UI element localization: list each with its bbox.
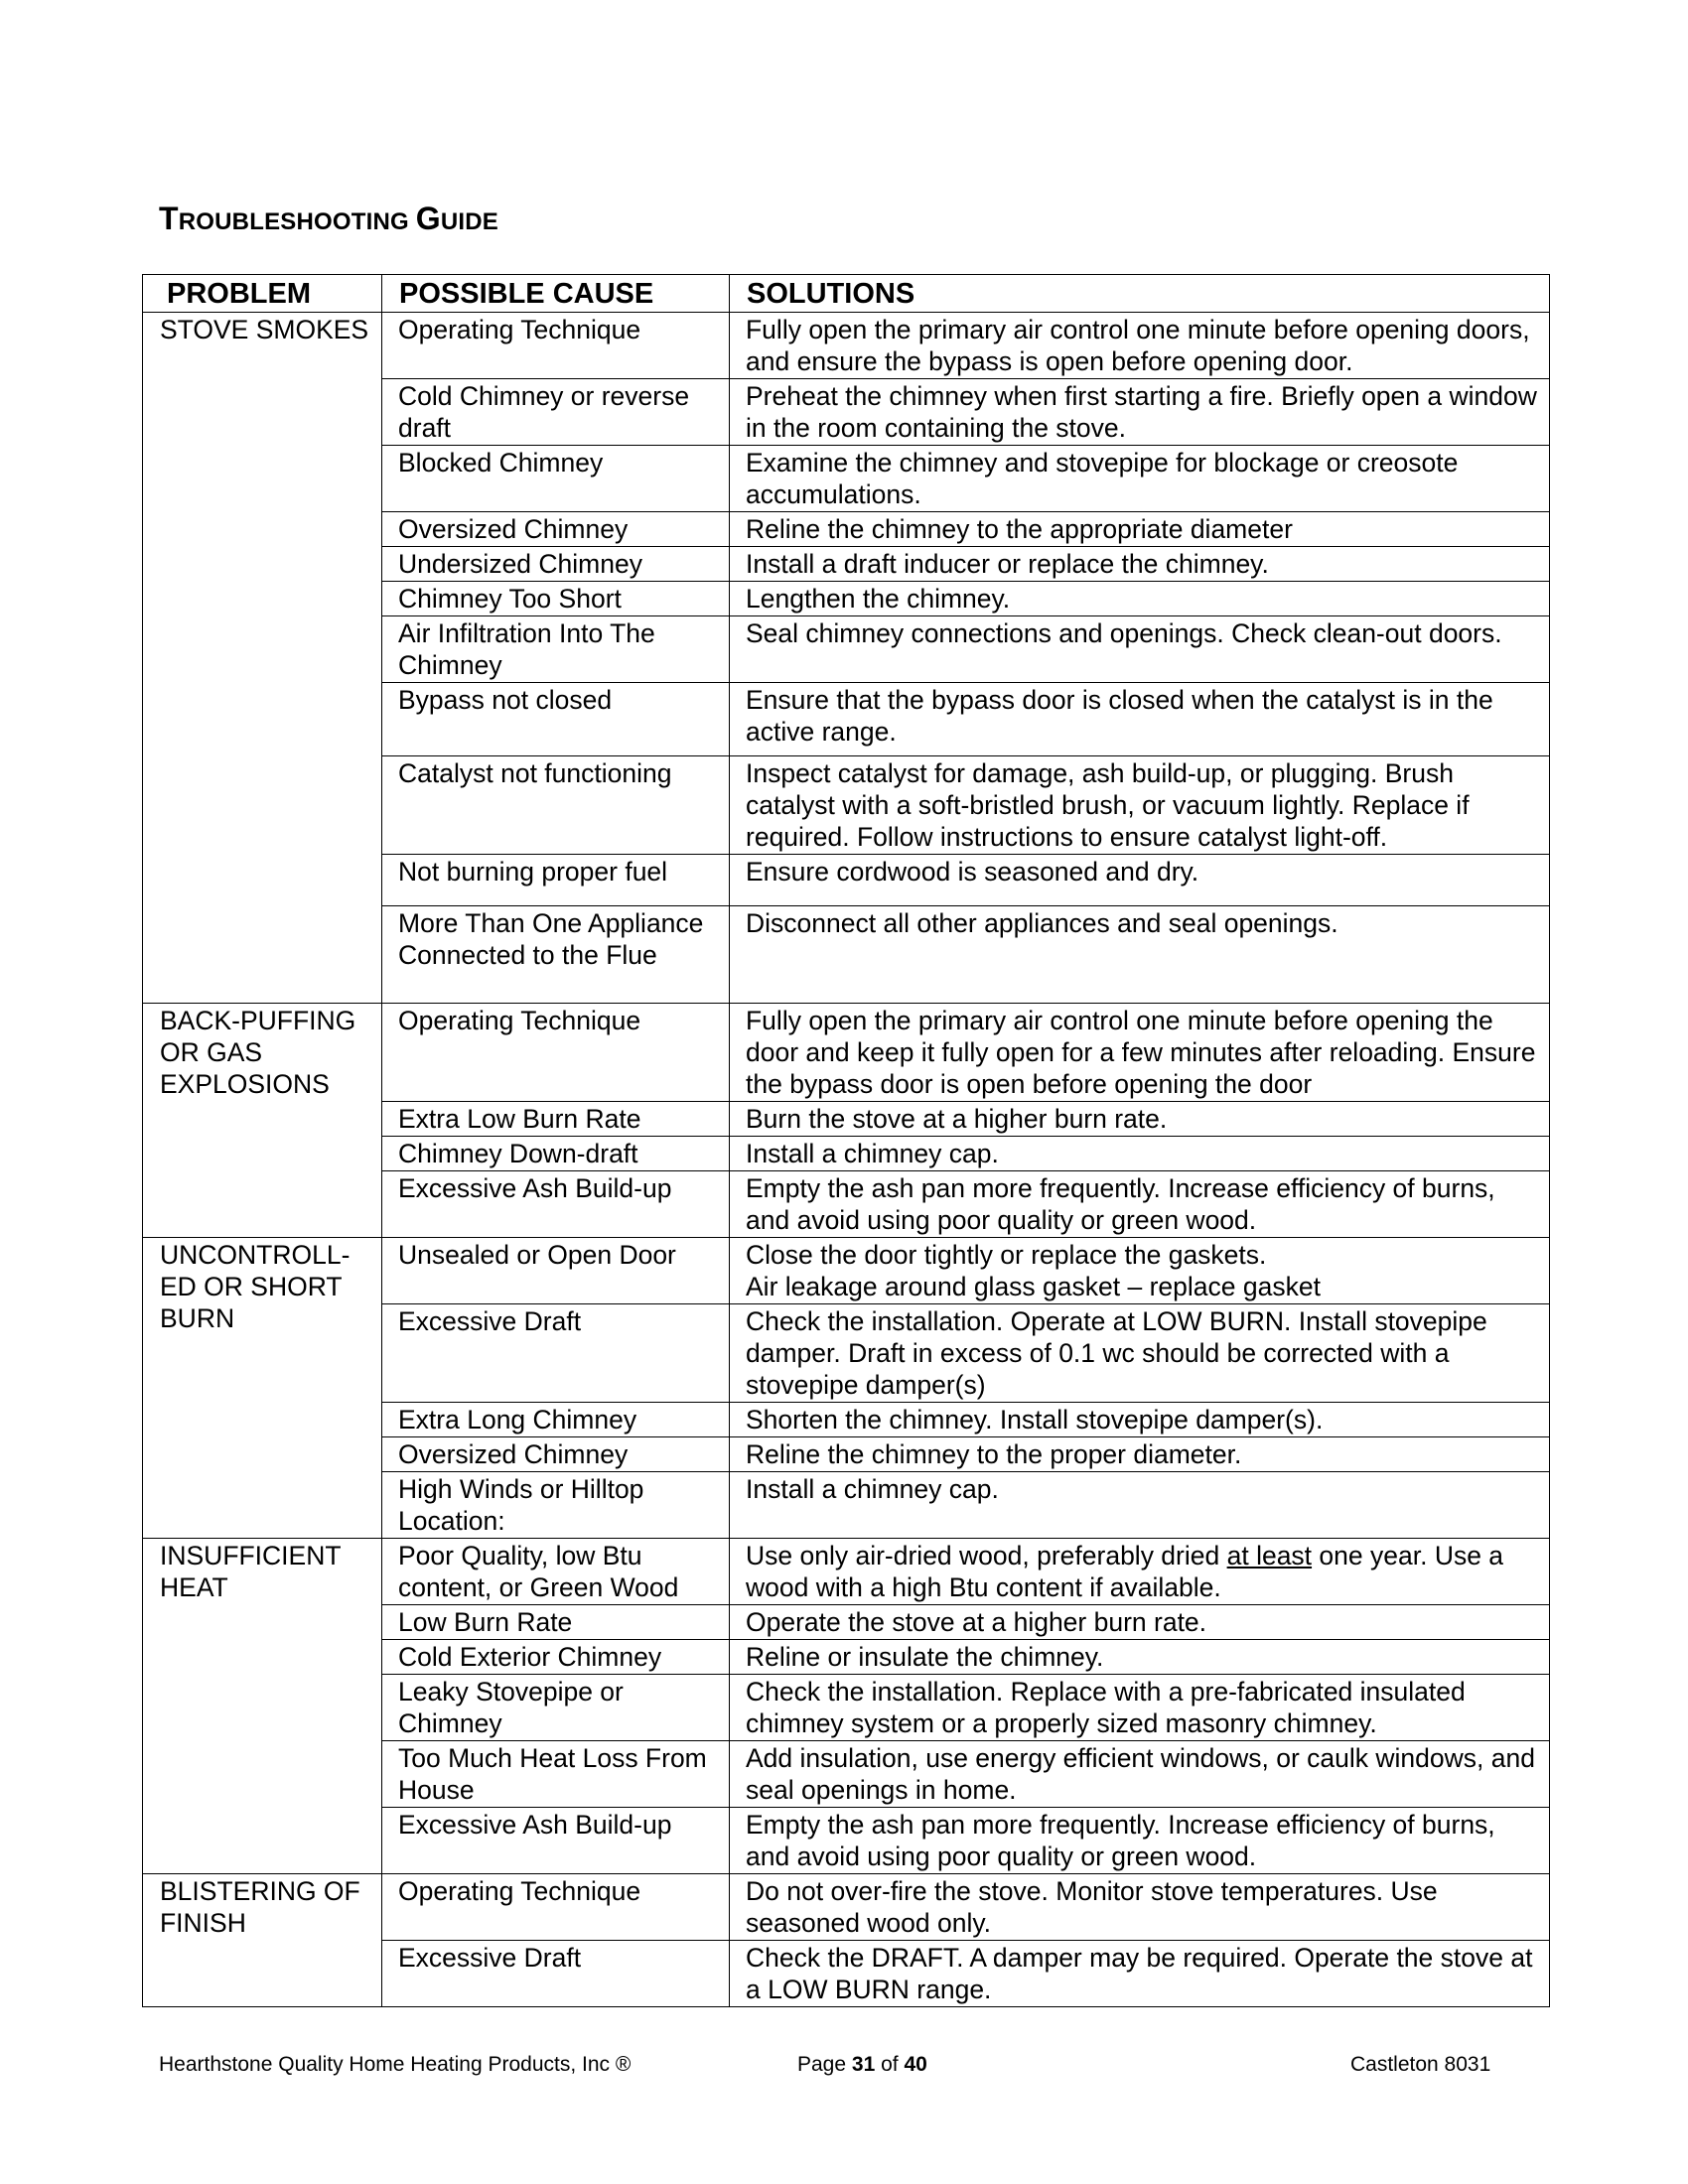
cause-cell: Extra Long Chimney: [382, 1403, 730, 1437]
solution-cell: Preheat the chimney when first starting a fire. Briefly open a window in the room containing the stove.: [730, 379, 1550, 446]
cause-cell: Not burning proper fuel: [382, 855, 730, 906]
header-possible-cause: POSSIBLE CAUSE: [382, 275, 730, 313]
cause-cell: Low Burn Rate: [382, 1605, 730, 1640]
cause-cell: Operating Technique: [382, 313, 730, 379]
solution-cell: Install a chimney cap.: [730, 1472, 1550, 1539]
solution-cell: Fully open the primary air control one minute before opening the door and keep it fully open for a few minutes after reloading. Ensure the bypass door is open before opening the door: [730, 1004, 1550, 1102]
cause-cell: Cold Exterior Chimney: [382, 1640, 730, 1675]
solution-cell: Empty the ash pan more frequently. Increase efficiency of burns, and avoid using poor quality or green wood.: [730, 1171, 1550, 1238]
footer-model: Castleton 8031: [1350, 2053, 1491, 2076]
problem-cell: STOVE SMOKES: [143, 313, 382, 1004]
cause-cell: Undersized Chimney: [382, 547, 730, 582]
page-title: TROUBLESHOOTING GUIDE: [159, 201, 498, 236]
troubleshooting-table: [142, 274, 1550, 2007]
solution-cell: Lengthen the chimney.: [730, 582, 1550, 616]
solution-cell: Disconnect all other appliances and seal openings.: [730, 906, 1550, 1004]
problem-cell: INSUFFICIENT HEAT: [143, 1539, 382, 1874]
solution-cell: Reline the chimney to the proper diameter.: [730, 1437, 1550, 1472]
cause-cell: Excessive Ash Build-up: [382, 1808, 730, 1874]
problem-cell: UNCONTROLL-ED OR SHORT BURN: [143, 1238, 382, 1539]
cause-cell: High Winds or Hilltop Location:: [382, 1472, 730, 1539]
solution-cell: Fully open the primary air control one minute before opening doors, and ensure the bypass is open before opening door.: [730, 313, 1550, 379]
solution-cell: Install a draft inducer or replace the chimney.: [730, 547, 1550, 582]
solution-cell: Ensure that the bypass door is closed when the catalyst is in the active range.: [730, 683, 1550, 756]
solution-cell: Do not over-fire the stove. Monitor stove temperatures. Use seasoned wood only.: [730, 1874, 1550, 1941]
cause-cell: Leaky Stovepipe or Chimney: [382, 1675, 730, 1741]
header-solutions: SOLUTIONS: [730, 275, 1550, 313]
cause-cell: Too Much Heat Loss From House: [382, 1741, 730, 1808]
solution-cell: Reline the chimney to the appropriate diameter: [730, 512, 1550, 547]
solution-cell: Inspect catalyst for damage, ash build-up, or plugging. Brush catalyst with a soft-bristled brush, or vacuum lightly. Replace if required. Follow instructions to ensure catalyst light-off.: [730, 756, 1550, 855]
solution-cell: Ensure cordwood is seasoned and dry.: [730, 855, 1550, 906]
table-row: [143, 313, 1550, 379]
solution-cell: Check the DRAFT. A damper may be required. Operate the stove at a LOW BURN range.: [730, 1941, 1550, 2007]
cause-cell: Unsealed or Open Door: [382, 1238, 730, 1304]
cause-cell: Oversized Chimney: [382, 512, 730, 547]
solution-cell: Operate the stove at a higher burn rate.: [730, 1605, 1550, 1640]
solution-cell: Burn the stove at a higher burn rate.: [730, 1102, 1550, 1137]
solution-cell: Check the installation. Replace with a pre-fabricated insulated chimney system or a properly sized masonry chimney.: [730, 1675, 1550, 1741]
cause-cell: Air Infiltration Into The Chimney: [382, 616, 730, 683]
cause-cell: Cold Chimney or reverse draft: [382, 379, 730, 446]
footer-page-number: Page 31 of 40: [797, 2053, 927, 2076]
solution-cell: [730, 1238, 1550, 1304]
solution-cell: Check the installation. Operate at LOW BURN. Install stovepipe damper. Draft in excess of 0.1 wc should be corrected with a stovepipe damper(s): [730, 1304, 1550, 1403]
cause-cell: Operating Technique: [382, 1004, 730, 1102]
solution-cell: Use only air-dried wood, preferably dried at least one year. Use a wood with a high Btu content if available.: [730, 1539, 1550, 1605]
underlined-text: at least: [1226, 1541, 1313, 1570]
cause-cell: Excessive Draft: [382, 1304, 730, 1403]
problem-cell: BLISTERING OF FINISH: [143, 1874, 382, 2007]
footer-company: Hearthstone Quality Home Heating Products, Inc ®: [159, 2053, 632, 2076]
cause-cell: Oversized Chimney: [382, 1437, 730, 1472]
solution-cell: Empty the ash pan more frequently. Increase efficiency of burns, and avoid using poor quality or green wood.: [730, 1808, 1550, 1874]
table-row: [143, 1874, 1550, 1941]
table-header-row: [143, 275, 1550, 313]
solution-cell: Examine the chimney and stovepipe for blockage or creosote accumulations.: [730, 446, 1550, 512]
cause-cell: Excessive Ash Build-up: [382, 1171, 730, 1238]
cause-cell: Excessive Draft: [382, 1941, 730, 2007]
solution-line: Air leakage around glass gasket – replace gasket: [746, 1272, 1321, 1301]
cause-cell: Chimney Too Short: [382, 582, 730, 616]
solution-cell: Shorten the chimney. Install stovepipe damper(s).: [730, 1403, 1550, 1437]
table-row: [143, 1539, 1550, 1605]
solution-cell: Install a chimney cap.: [730, 1137, 1550, 1171]
cause-cell: Bypass not closed: [382, 683, 730, 756]
cause-cell: Chimney Down-draft: [382, 1137, 730, 1171]
problem-cell: BACK-PUFFING OR GAS EXPLOSIONS: [143, 1004, 382, 1238]
solution-line: Close the door tightly or replace the gaskets.: [746, 1240, 1267, 1270]
solution-cell: Add insulation, use energy efficient windows, or caulk windows, and seal openings in home.: [730, 1741, 1550, 1808]
cause-cell: Blocked Chimney: [382, 446, 730, 512]
cause-cell: Poor Quality, low Btu content, or Green Wood: [382, 1539, 730, 1605]
cause-cell: Extra Low Burn Rate: [382, 1102, 730, 1137]
cause-cell: Catalyst not functioning: [382, 756, 730, 855]
solution-cell: Seal chimney connections and openings. Check clean-out doors.: [730, 616, 1550, 683]
solution-cell: Reline or insulate the chimney.: [730, 1640, 1550, 1675]
header-problem: PROBLEM: [143, 275, 382, 313]
cause-cell: Operating Technique: [382, 1874, 730, 1941]
table-row: [143, 1004, 1550, 1102]
table-row: [143, 1238, 1550, 1304]
cause-cell: More Than One Appliance Connected to the Flue: [382, 906, 730, 1004]
